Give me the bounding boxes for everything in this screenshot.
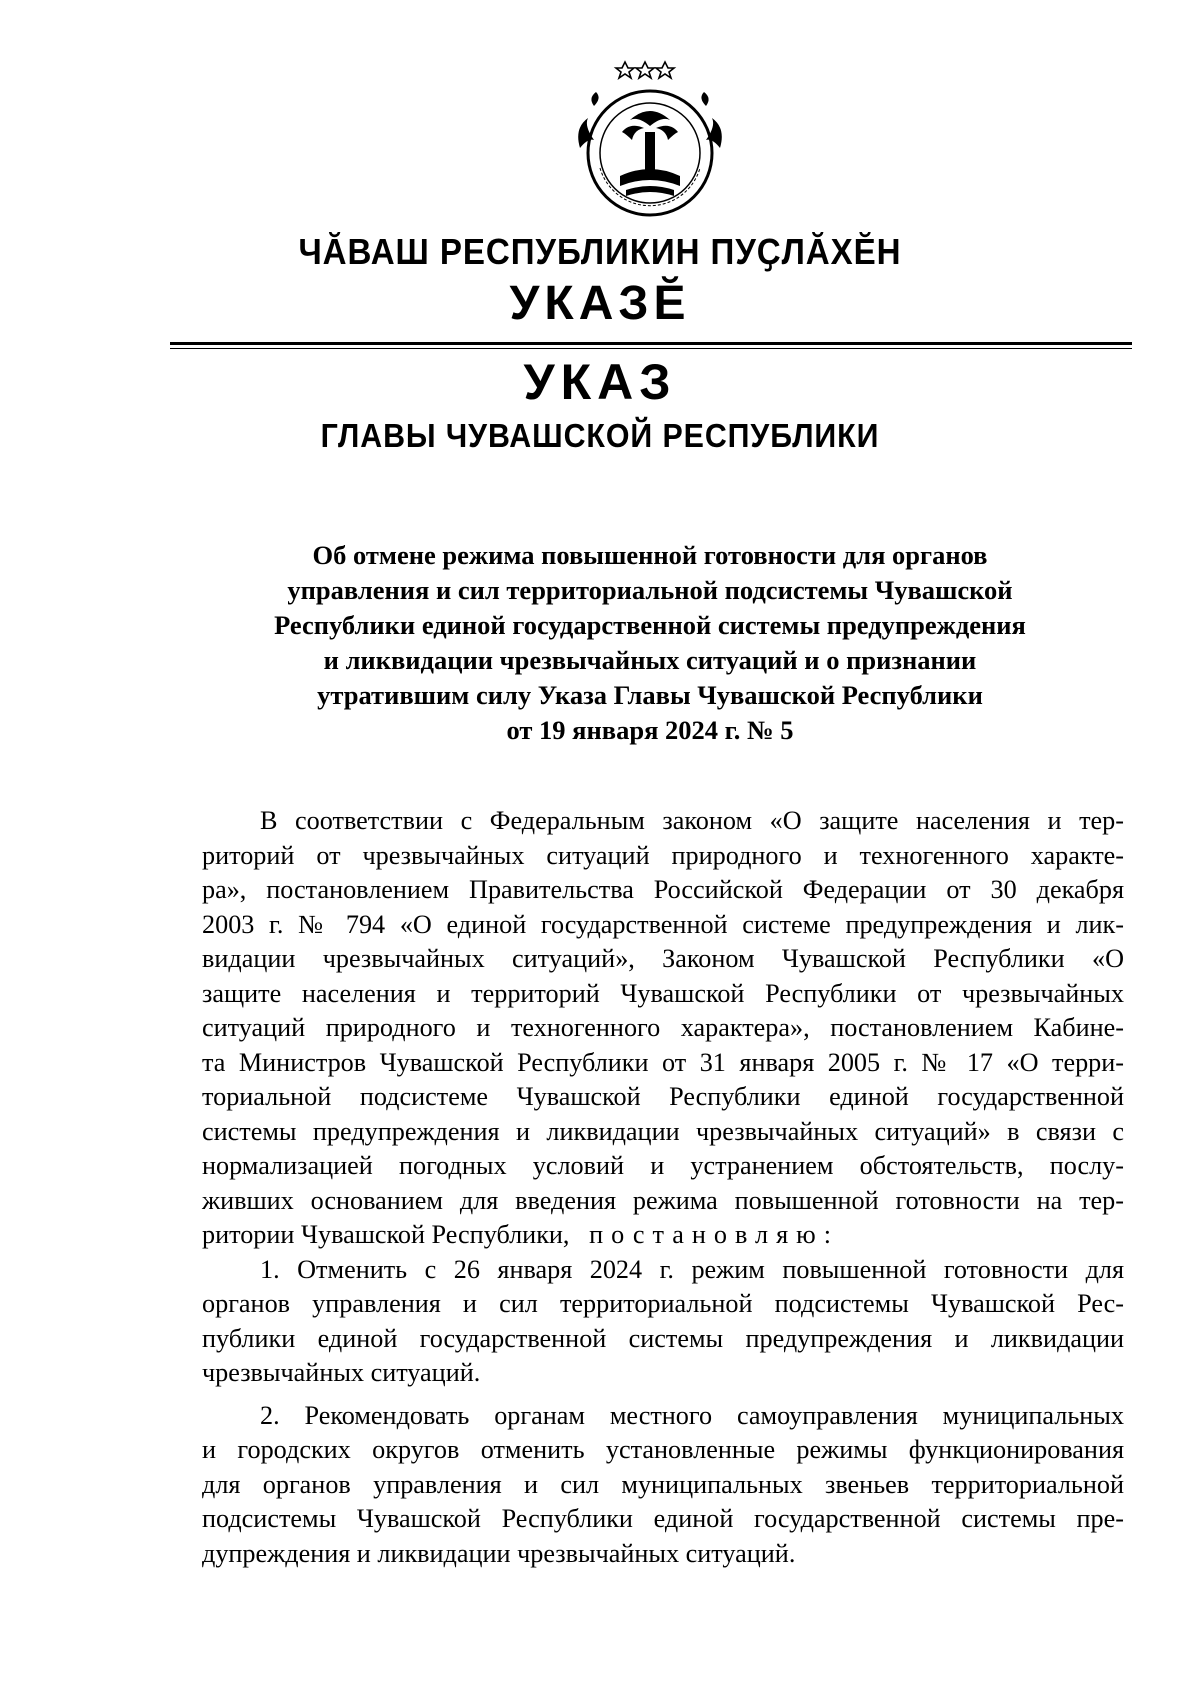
item2-line: подсистемы Чувашской Республики единой государственной системы пре- [202,1504,1124,1533]
paragraph-gap [202,1391,1124,1399]
preamble-line: ра», постановлением Правительства Российской Федерации от 30 декабря [202,875,1124,904]
title-line: утратившим силу Указа Главы Чувашской Республики [317,680,983,710]
title-line: Об отмене режима повышенной готовности для органов [312,540,988,570]
title-line: от 19 января 2024 г. № 5 [506,715,794,745]
preamble-line: живших основанием для введения режима повышенной готовности на тер- [202,1185,1124,1215]
preamble-line: В соответствии с Федеральным законом «О защите населения и тер- [260,806,1124,835]
item1-line: 1. Отменить с 26 января 2024 г. режим повышенной готовности для [260,1254,1124,1284]
preamble-line: видации чрезвычайных ситуаций», Законом Чувашской Республики «О [202,944,1124,973]
item1-line: чрезвычайных ситуаций. [202,1358,481,1387]
item1-line: публики единой государственной системы предупреждения и ликвидации [202,1323,1124,1353]
item2-line: для органов управления и сил муниципальных звеньев территориальной [202,1469,1124,1499]
preamble-last-line [202,1218,1124,1253]
preamble-line: нормализацией погодных условий и устранением обстоятельств, послу- [202,1151,1124,1180]
header-divider [170,342,1132,345]
preamble-line: 2003 г. № 794 «О единой государственной системе предупреждения и лик- [202,909,1124,939]
preamble-last-text: ритории Чувашской Республики, [202,1220,570,1249]
header-chuvash-title: ЧӐВАШ РЕСПУБЛИКИН ПУҪЛӐХӖН [298,231,902,272]
item2-line: дупреждения и ликвидации чрезвычайных ситуаций. [202,1538,796,1568]
decree-word: постановляю: [589,1220,839,1249]
document-title [220,538,1080,748]
header-russian-decree: УКАЗ [523,354,677,410]
preamble-line: ситуаций природного и техногенного характера», постановлением Кабине- [202,1013,1124,1042]
document-body [202,804,1124,1571]
item2-line: и городских округов отменить установленные режимы функционирования [202,1435,1124,1464]
preamble-line: риторий от чрезвычайных ситуаций природного и техногенного характе- [202,840,1124,870]
chuvash-republic-coat-of-arms-icon [570,58,730,223]
header-divider-thin [170,348,1132,349]
header-chuvash-decree: УКАЗӖ [509,277,691,330]
item1-line: органов управления и сил территориальной подсистемы Чувашской Рес- [202,1289,1124,1318]
preamble-line: системы предупреждения и ликвидации чрезвычайных ситуаций» в связи с [202,1116,1124,1146]
title-line: управления и сил территориальной подсистемы Чувашской [287,575,1013,605]
title-line: и ликвидации чрезвычайных ситуаций и о признании [323,645,977,675]
preamble-line: ториальной подсистеме Чувашской Республики единой государственной [202,1082,1124,1111]
title-line: Республики единой государственной системы предупреждения [274,610,1026,640]
item2-line: 2. Рекомендовать органам местного самоуправления муниципальных [260,1400,1124,1430]
preamble-line: защите населения и территорий Чувашской Республики от чрезвычайных [202,978,1124,1008]
preamble-line: та Министров Чувашской Республики от 31 января 2005 г. № 17 «О терри- [202,1047,1124,1077]
header-russian-authority: ГЛАВЫ ЧУВАШСКОЙ РЕСПУБЛИКИ [320,417,880,454]
